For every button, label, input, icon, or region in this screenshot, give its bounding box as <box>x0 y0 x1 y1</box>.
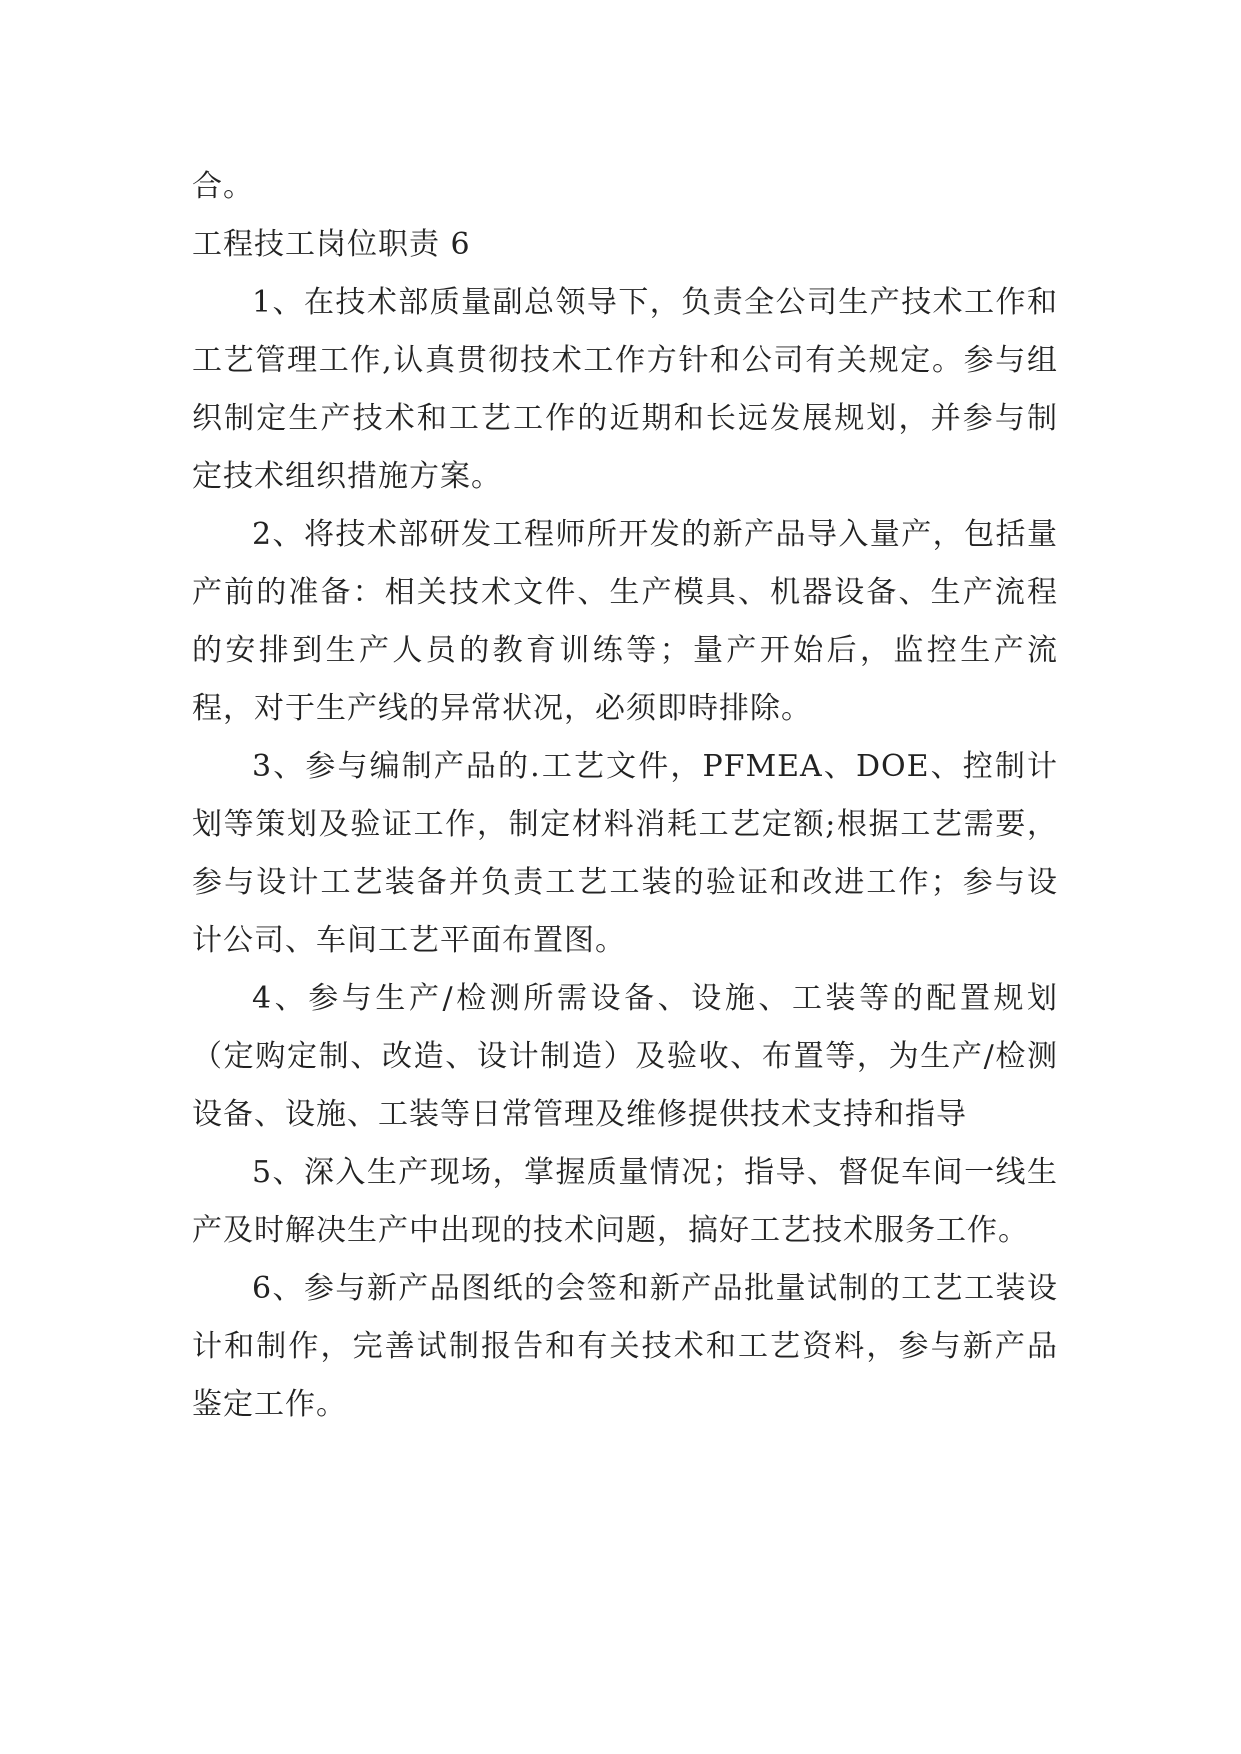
section-heading: 工程技工岗位职责 6 <box>192 227 471 262</box>
duty-paragraph-4: 4、参与生产/检测所需设备、设施、工装等的配置规划（定购定制、改造、设计制造）及验收、布置等，为生产/检测设备、设施、工装等日常管理及维修提供技术支持和指导 <box>192 981 1058 1132</box>
duty-paragraph-6: 6、参与新产品图纸的会签和新产品批量试制的工艺工装设计和制作，完善试制报告和有关技术和工艺资料，参与新产品鉴定工作。 <box>192 1271 1058 1422</box>
duty-paragraph-5: 5、深入生产现场，掌握质量情况；指导、督促车间一线生产及时解决生产中出现的技术问题，搞好工艺技术服务工作。 <box>192 1155 1058 1248</box>
document-body <box>192 158 1058 1434</box>
duty-paragraph-2: 2、将技术部研发工程师所开发的新产品导入量产，包括量产前的准备：相关技术文件、生产模具、机器设备、生产流程的安排到生产人员的教育训练等；量产开始后，监控生产流程，对于生产线的异常状况，必须即時排除。 <box>192 517 1058 726</box>
continued-fragment: 合。 <box>192 169 254 204</box>
duty-paragraph-3: 3、参与编制产品的.工艺文件，PFMEA、DOE、控制计划等策划及验证工作，制定材料消耗工艺定额;根据工艺需要，参与设计工艺装备并负责工艺工装的验证和改进工作；参与设计公司、车间工艺平面布置图。 <box>192 749 1058 958</box>
duty-paragraph-1: 1、在技术部质量副总领导下，负责全公司生产技术工作和工艺管理工作,认真贯彻技术工作方针和公司有关规定。参与组织制定生产技术和工艺工作的近期和长远发展规划，并参与制定技术组织措施方案。 <box>192 285 1058 494</box>
